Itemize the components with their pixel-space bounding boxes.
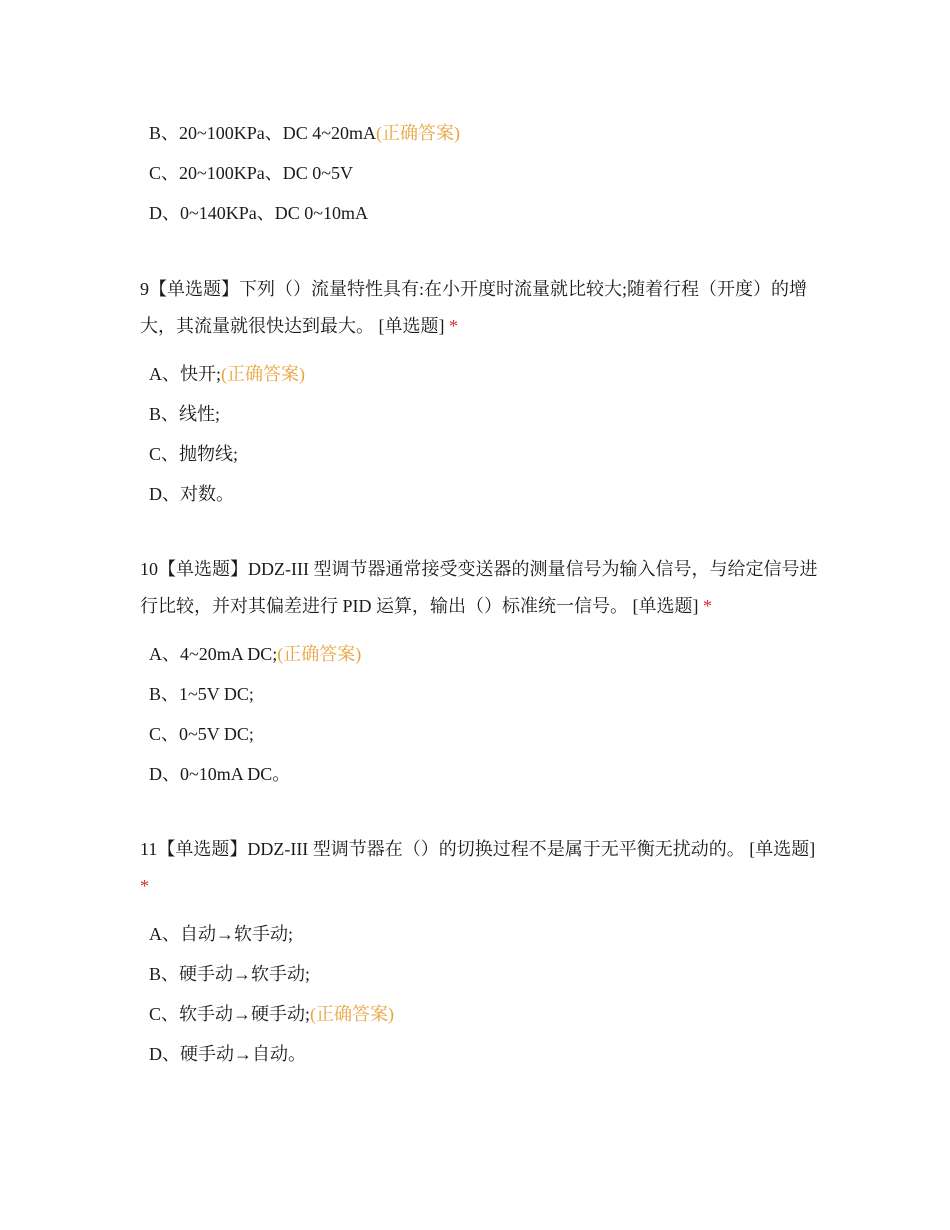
question-8-options bbox=[140, 113, 820, 233]
option-c bbox=[140, 434, 820, 474]
option-text: B、线性; bbox=[149, 404, 221, 424]
option-a bbox=[140, 354, 820, 394]
correct-answer-mark: (正确答案) bbox=[310, 1004, 395, 1024]
option-text: B、硬手动→软手动; bbox=[149, 964, 311, 984]
option-text: A、快开; bbox=[149, 364, 221, 384]
option-text: C、0~5V DC; bbox=[149, 724, 254, 744]
option-b bbox=[140, 394, 820, 434]
option-c bbox=[140, 153, 820, 193]
option-a bbox=[140, 634, 820, 674]
option-text: A、4~20mA DC; bbox=[149, 644, 278, 664]
option-d bbox=[140, 193, 820, 233]
option-text: D、0~10mA DC。 bbox=[149, 764, 291, 784]
question-9 bbox=[140, 271, 820, 514]
option-a bbox=[140, 914, 820, 954]
option-c bbox=[140, 994, 820, 1034]
question-10 bbox=[140, 551, 820, 794]
option-d bbox=[140, 754, 820, 794]
option-d bbox=[140, 1034, 820, 1074]
option-text: A、自动→软手动; bbox=[149, 924, 293, 944]
option-d bbox=[140, 474, 820, 514]
option-text: B、1~5V DC; bbox=[149, 684, 254, 704]
required-mark: * bbox=[703, 596, 712, 616]
option-text: C、软手动→硬手动; bbox=[149, 1004, 311, 1024]
option-b bbox=[140, 113, 820, 153]
option-text: B、20~100KPa、DC 4~20mA bbox=[149, 123, 376, 143]
option-b bbox=[140, 674, 820, 714]
question-11-text: 11【单选题】DDZ-III 型调节器在（）的切换过程不是属于无平衡无扰动的。 [单选题] bbox=[140, 839, 816, 859]
question-text bbox=[140, 831, 820, 905]
option-b bbox=[140, 954, 820, 994]
correct-answer-mark: (正确答案) bbox=[277, 644, 362, 664]
option-text: D、0~140KPa、DC 0~10mA bbox=[149, 203, 368, 223]
option-text: C、抛物线; bbox=[149, 444, 239, 464]
option-text: D、对数。 bbox=[149, 484, 234, 504]
question-10-text: 10【单选题】DDZ-III 型调节器通常接受变送器的测量信号为输入信号，与给定信号进行比较，并对其偏差进行 PID 运算，输出（）标准统一信号。 [单选题] bbox=[140, 559, 818, 616]
option-text: C、20~100KPa、DC 0~5V bbox=[149, 163, 353, 183]
question-text bbox=[140, 271, 820, 345]
correct-answer-mark: (正确答案) bbox=[376, 123, 460, 143]
correct-answer-mark: (正确答案) bbox=[221, 364, 305, 384]
required-mark: * bbox=[449, 316, 458, 336]
question-text bbox=[140, 551, 820, 625]
option-text: D、硬手动→自动。 bbox=[149, 1044, 306, 1064]
required-mark: * bbox=[140, 876, 149, 896]
option-c bbox=[140, 714, 820, 754]
question-11 bbox=[140, 831, 820, 1074]
question-9-text: 9【单选题】下列（）流量特性具有:在小开度时流量就比较大;随着行程（开度）的增大，其流量就很快达到最大。 [单选题] bbox=[140, 279, 807, 336]
